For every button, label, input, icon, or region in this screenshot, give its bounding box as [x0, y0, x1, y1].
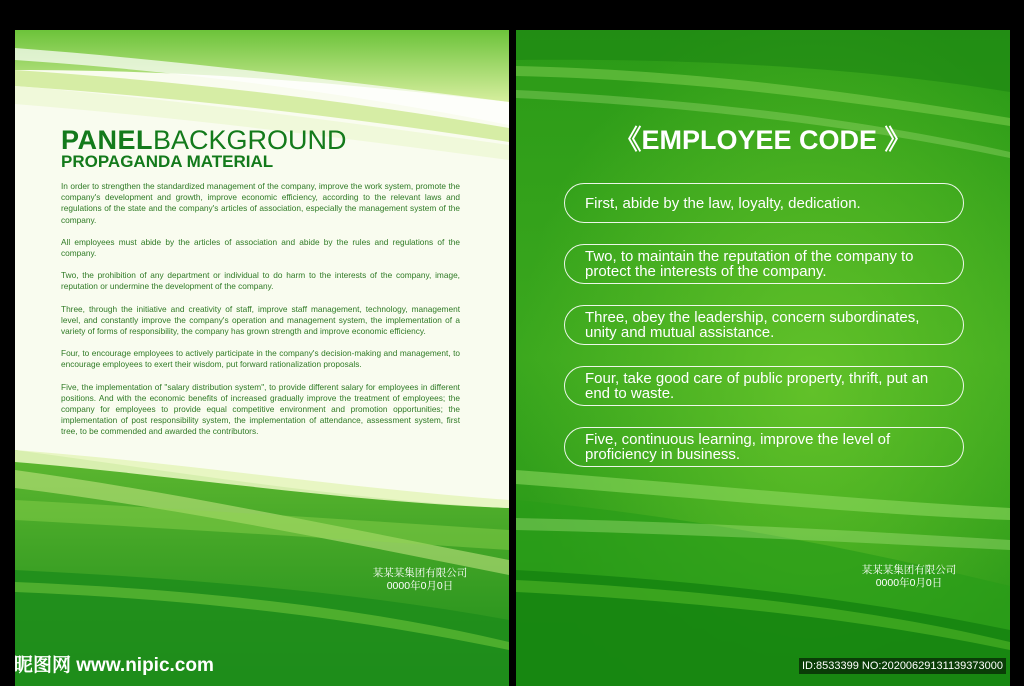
site-watermark: 昵图网 www.nipic.com — [14, 655, 214, 676]
left-footer — [365, 567, 475, 593]
paragraph: Two, the prohibition of any department or individual to do harm to the interests of the company, image, reputation or undermine the development of the company. — [61, 270, 460, 292]
paragraph: In order to strengthen the standardized management of the company, improve the work system, promote the company's development and growth, improve economic efficiency, according to the relevant laws and regulations of the state and the company's articles of association, especially the management system of the company. — [61, 181, 460, 225]
title-light-part: BACKGROUND — [153, 125, 347, 155]
panel-title — [61, 125, 347, 155]
body-text — [61, 181, 460, 449]
code-item: Three, obey the leadership, concern subordinates, unity and mutual assistance. — [564, 305, 964, 345]
employee-code-title: 《EMPLOYEE CODE 》 — [614, 125, 912, 155]
right-footer — [849, 564, 969, 590]
company-name: 某某某集团有限公司 — [861, 564, 957, 576]
paragraph: Three, through the initiative and creativity of staff, improve staff management, technology, management level, and constantly improve the company's operation and management system, the implementation of a variety of forms of responsibility, the company has grown strength and improve economic efficiency. — [61, 303, 460, 337]
code-item: Five, continuous learning, improve the level of proficiency in business. — [564, 427, 964, 467]
code-item: First, abide by the law, loyalty, dedication. — [564, 183, 964, 223]
company-name: 某某某集团有限公司 — [372, 567, 468, 579]
title-bold-part: PANEL — [61, 125, 154, 155]
left-panel — [15, 30, 509, 686]
right-panel — [516, 30, 1010, 686]
date: 0000年0月0日 — [875, 577, 943, 589]
paragraph: Five, the implementation of "salary distribution system", to provide different salary for employees in different positions. And with the economic benefits of increased gradually improve the treatment of employees; the company for employees to provide equal competitive environment and promotion opportunities; the implementation of post responsibility system, the implementation of attendance, assessment system, first tree, to be commended and awarded the contributors. — [61, 381, 460, 437]
code-item: Two, to maintain the reputation of the company to protect the interests of the company. — [564, 244, 964, 284]
panel-subtitle: PROPAGANDA MATERIAL — [61, 152, 274, 171]
date: 0000年0月0日 — [386, 580, 454, 592]
image-id-watermark: ID:8533399 NO:20200629131139373000 — [799, 658, 1006, 674]
paragraph: Four, to encourage employees to actively participate in the company's decision-making and management, to encourage employees to exert their wisdom, put forward rationalization proposals. — [61, 348, 460, 370]
paragraph: All employees must abide by the articles of association and abide by the rules and regulations of the company. — [61, 236, 460, 259]
code-item: Four, take good care of public property, thrift, put an end to waste. — [564, 366, 964, 406]
